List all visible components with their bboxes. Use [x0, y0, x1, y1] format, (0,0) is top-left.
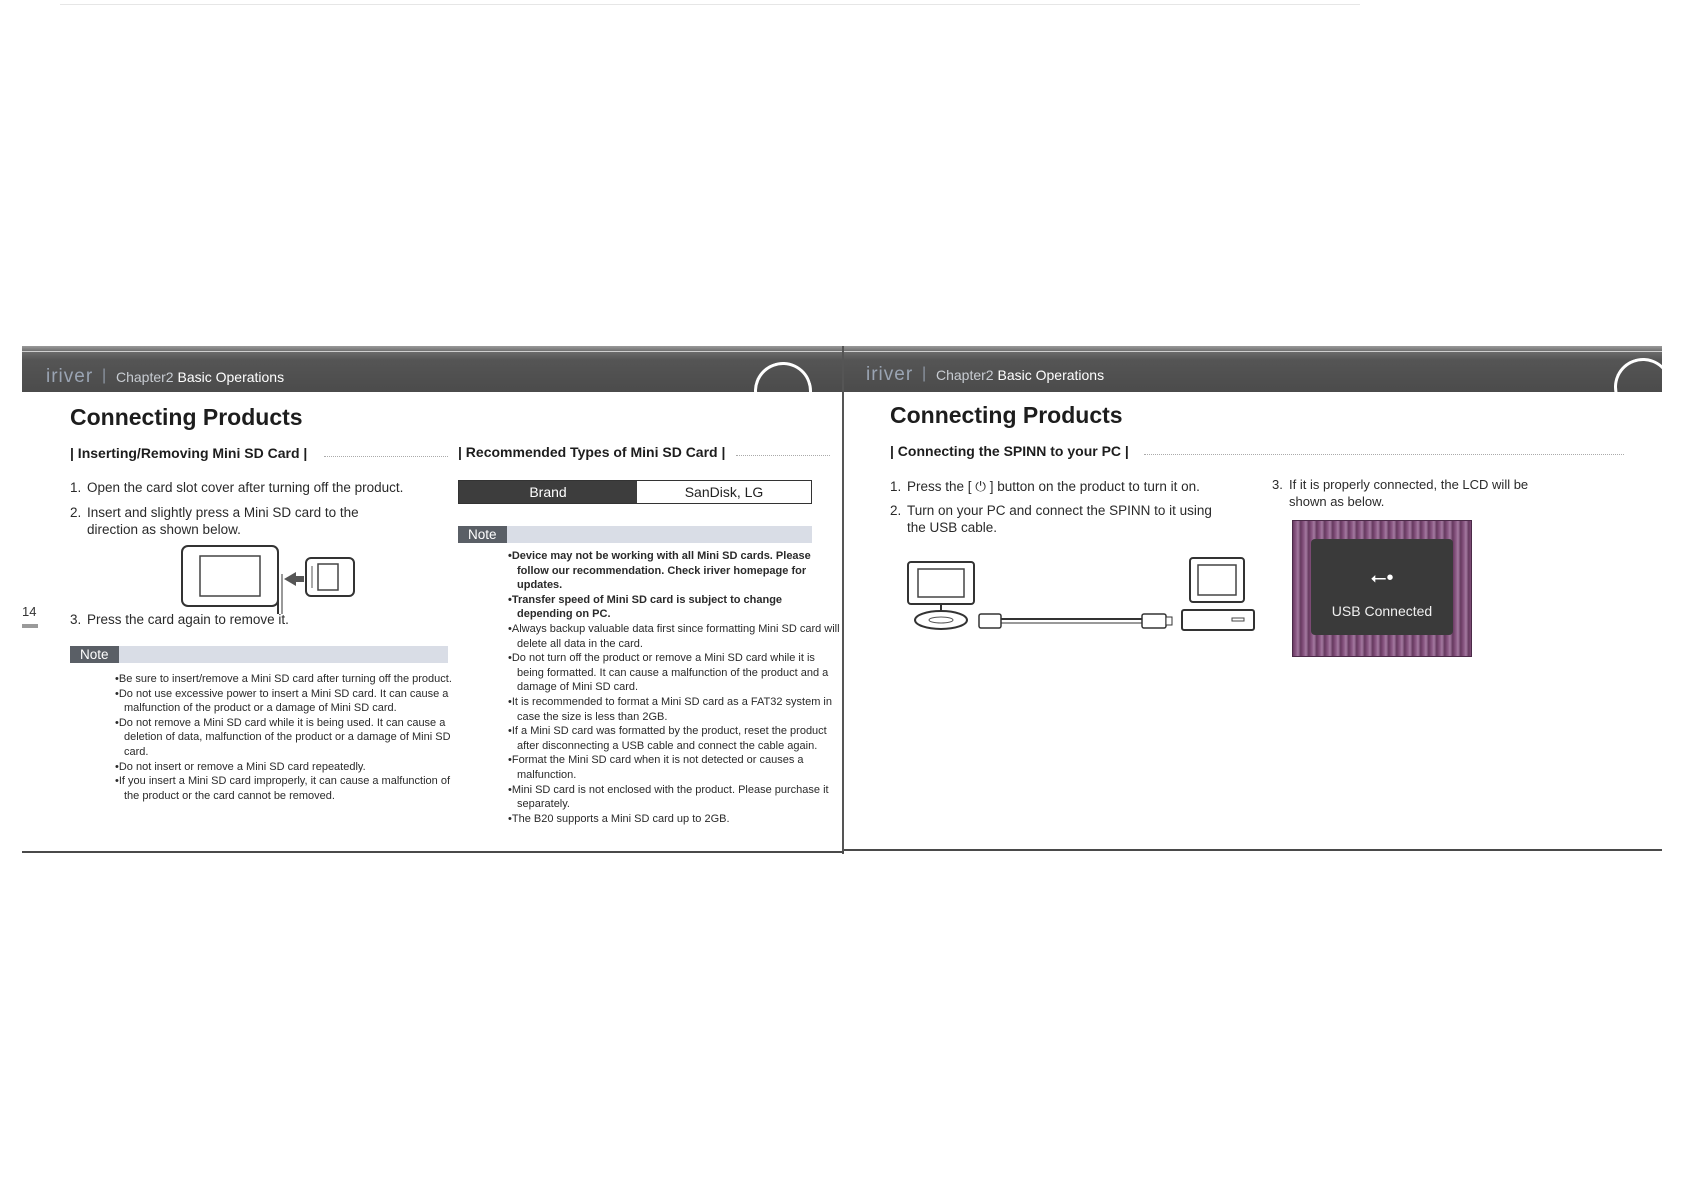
scan-top-edge: [60, 4, 1360, 5]
note-item: • Be sure to insert/remove a Mini SD card after turning off the product.: [115, 672, 455, 687]
brand-value-cell: SanDisk, LG: [637, 481, 811, 503]
note-item: • Do not turn off the product or remove a Mini SD card while it is being formatted. It can cause a malfunction of the product and a damage of Mini SD card.: [508, 651, 840, 695]
swirl-ornament-icon: [746, 354, 820, 428]
lcd-screen-preview: [1292, 520, 1472, 657]
header-separator: |: [922, 365, 927, 382]
right-bottom-rule: [844, 849, 1662, 851]
note-item: • The B20 supports a Mini SD card up to 2GB.: [508, 812, 840, 827]
usb-symbol-icon: ⭠•: [1370, 567, 1394, 589]
note-bar: [70, 646, 448, 663]
heading-dotted-rule: [736, 455, 830, 456]
brand-table: [458, 480, 812, 504]
step-1: 1. Open the card slot cover after turning off the product.: [70, 480, 404, 495]
page-divider: [842, 346, 844, 854]
section-heading-spinn-pc: | Connecting the SPINN to your PC |: [890, 443, 1129, 459]
note-item: • Always backup valuable data first since formatting Mini SD card will delete all data in the card.: [508, 622, 840, 651]
note-item: • Do not remove a Mini SD card while it is being used. It can cause a deletion of data, malfunction of the product or a damage of Mini SD card.: [115, 716, 455, 760]
right-page-header: [844, 346, 1662, 392]
note-item: • Format the Mini SD card when it is not detected or causes a malfunction.: [508, 753, 840, 782]
iriver-logo: iriver: [866, 364, 914, 385]
page-marker: [22, 624, 38, 628]
note-item-bold: • Device may not be working with all Mini SD cards. Please follow our recommendation. Check iriver homepage for updates.: [508, 549, 840, 593]
note-list-sd-card: [115, 672, 455, 803]
note-bar: [458, 526, 812, 543]
note-item: • Mini SD card is not enclosed with the product. Please purchase it separately.: [508, 783, 840, 812]
page-title: Connecting Products: [890, 402, 1123, 428]
note-label: Note: [458, 526, 507, 543]
section-heading-recommended: | Recommended Types of Mini SD Card |: [458, 444, 726, 460]
step-3: 3. Press the card again to remove it.: [70, 612, 289, 627]
brand-key-cell: Brand: [459, 481, 637, 503]
step-2: 2. Turn on your PC and connect the SPINN to it using the USB cable.: [890, 503, 1212, 535]
swirl-ornament-icon: [1606, 350, 1680, 424]
chapter-label: Chapter2 Basic Operations: [116, 369, 285, 385]
note-item: • It is recommended to format a Mini SD card as a FAT32 system in case the size is less than 2GB.: [508, 695, 840, 724]
step-3: 3. If it is properly connected, the LCD will be shown as below.: [1272, 477, 1529, 509]
manual-spread: [22, 346, 1642, 854]
iriver-logo: iriver: [46, 366, 94, 387]
pc-usb-connection-diagram-icon: [906, 556, 1262, 634]
note-item: • If a Mini SD card was formatted by the product, reset the product after disconnecting a USB cable and connect the cable again.: [508, 724, 840, 753]
lcd-dialog: [1311, 539, 1453, 635]
sd-card-insert-diagram-icon: [156, 544, 368, 616]
page-title: Connecting Products: [70, 404, 303, 430]
step-2: 2. Insert and slightly press a Mini SD card to the direction as shown below.: [70, 505, 359, 537]
note-item: • Do not use excessive power to insert a Mini SD card. It can cause a malfunction of the product or a damage of Mini SD card.: [115, 687, 455, 716]
note-item-bold: • Transfer speed of Mini SD card is subject to change depending on PC.: [508, 593, 840, 622]
page-number: 14: [22, 604, 37, 619]
left-bottom-rule: [22, 851, 844, 853]
header-separator: |: [102, 367, 107, 384]
step-1: 1. Press the [ ⏻ ] button on the product to turn it on.: [890, 479, 1200, 494]
section-heading-sd-card: | Inserting/Removing Mini SD Card |: [70, 445, 308, 461]
note-item: • Do not insert or remove a Mini SD card repeatedly.: [115, 760, 455, 775]
left-page-header: [22, 346, 844, 392]
heading-dotted-rule: [324, 456, 448, 457]
lcd-status-text: USB Connected: [1331, 603, 1433, 619]
note-list-recommended: [508, 549, 840, 826]
note-item: • If you insert a Mini SD card improperly, it can cause a malfunction of the product or the card cannot be removed.: [115, 774, 455, 803]
note-label: Note: [70, 646, 119, 663]
chapter-label: Chapter2 Basic Operations: [936, 367, 1105, 383]
heading-dotted-rule: [1144, 454, 1624, 455]
